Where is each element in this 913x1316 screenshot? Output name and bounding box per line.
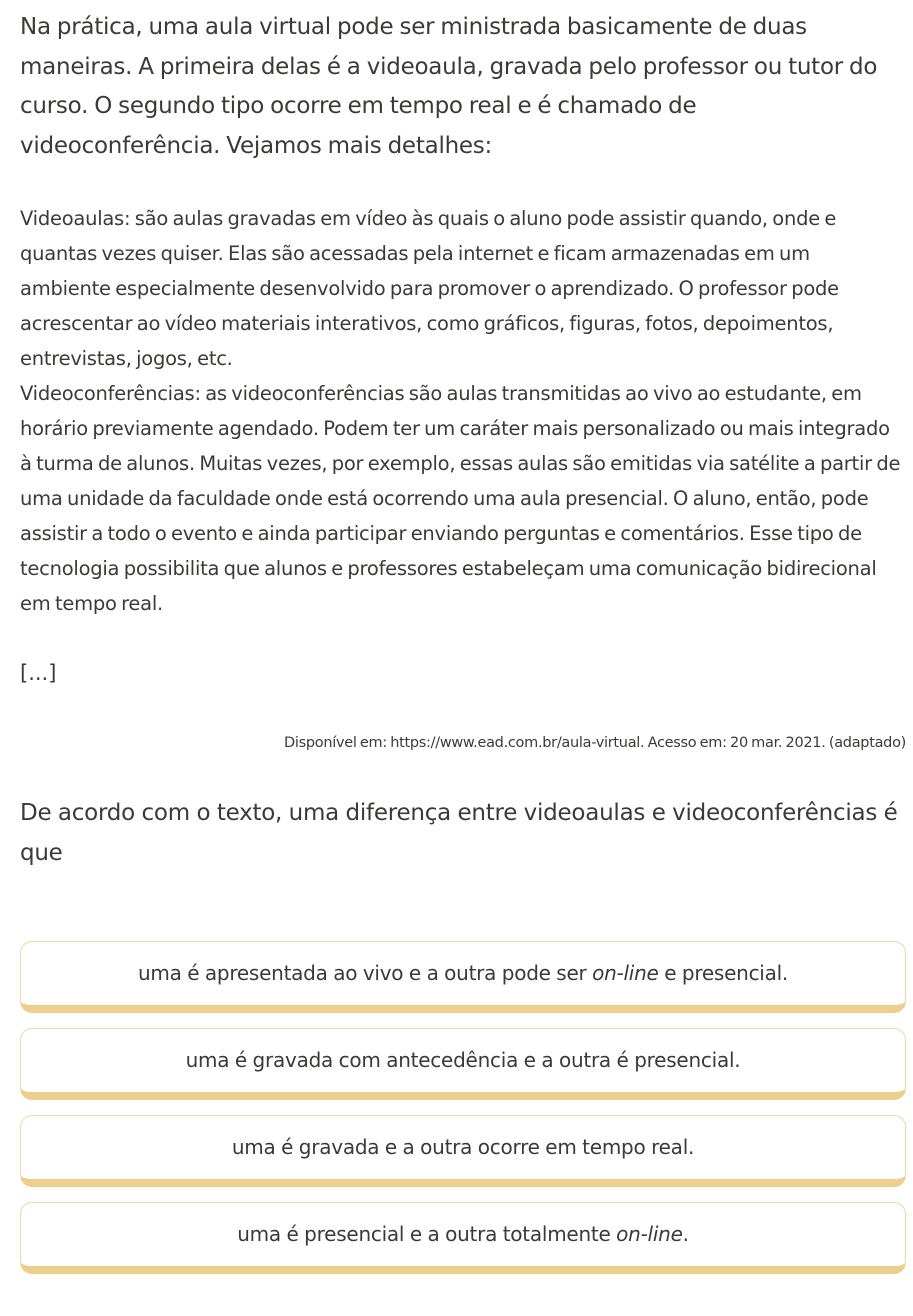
answer-option-text: uma é gravada e a outra ocorre em tempo real.	[231, 1134, 695, 1159]
support-text	[20, 166, 905, 621]
answer-option-3[interactable]	[20, 1115, 906, 1187]
videoconferencias-paragraph: Videoconferências: as videoconferências são aulas transmitidas ao vivo ao estudante, em horário previamente agendado. Podem ter um caráter mais personalizado ou mais integrado à turma de alunos. Muitas vezes, por exemplo, essas aulas são emitidas via satélite a partir de uma unidade da faculdade onde está ocorrendo uma aula presencial. O aluno, então, pode assistir a todo o evento e ainda participar enviando perguntas e comentários. Esse tipo de tecnologia possibilita que alunos e professores estabeleçam uma comunicação bidirecional em tempo real.	[20, 382, 901, 615]
videoaulas-paragraph: Videoaulas: são aulas gravadas em vídeo às quais o aluno pode assistir quando, onde e quantas vezes quiser. Elas são acessadas pela internet e ficam armazenadas em um ambiente especialmente desenvolvido para promover o aprendizado. O professor pode acrescentar ao vídeo materiais interativos, como gráficos, figuras, fotos, depoimentos, entrevistas, jogos, etc.	[20, 207, 839, 370]
question-prompt: De acordo com o texto, uma diferença entre videoaulas e videoconferências é que	[20, 800, 898, 866]
omission-marker: [...]	[20, 661, 57, 685]
answer-option-2[interactable]	[20, 1028, 906, 1100]
answer-options	[20, 941, 906, 1289]
answer-option-4[interactable]	[20, 1202, 906, 1274]
answer-option-text: uma é gravada com antecedência e a outra é presencial.	[185, 1047, 741, 1072]
answer-option-1[interactable]	[20, 941, 906, 1013]
intro-paragraph: Na prática, uma aula virtual pode ser ministrada basicamente de duas maneiras. A primeira delas é a videoaula, gravada pelo professor ou tutor do curso. O segundo tipo ocorre em tempo real e é chamado de videoconferência. Vejamos mais detalhes:	[20, 14, 878, 159]
source-citation: Disponível em: https://www.ead.com.br/aula-virtual. Acesso em: 20 mar. 2021. (adaptado)	[284, 735, 906, 751]
answer-option-text: uma é presencial e a outra totalmente on-line.	[237, 1221, 689, 1246]
answer-option-text: uma é apresentada ao vivo e a outra pode ser on-line e presencial.	[137, 960, 789, 985]
